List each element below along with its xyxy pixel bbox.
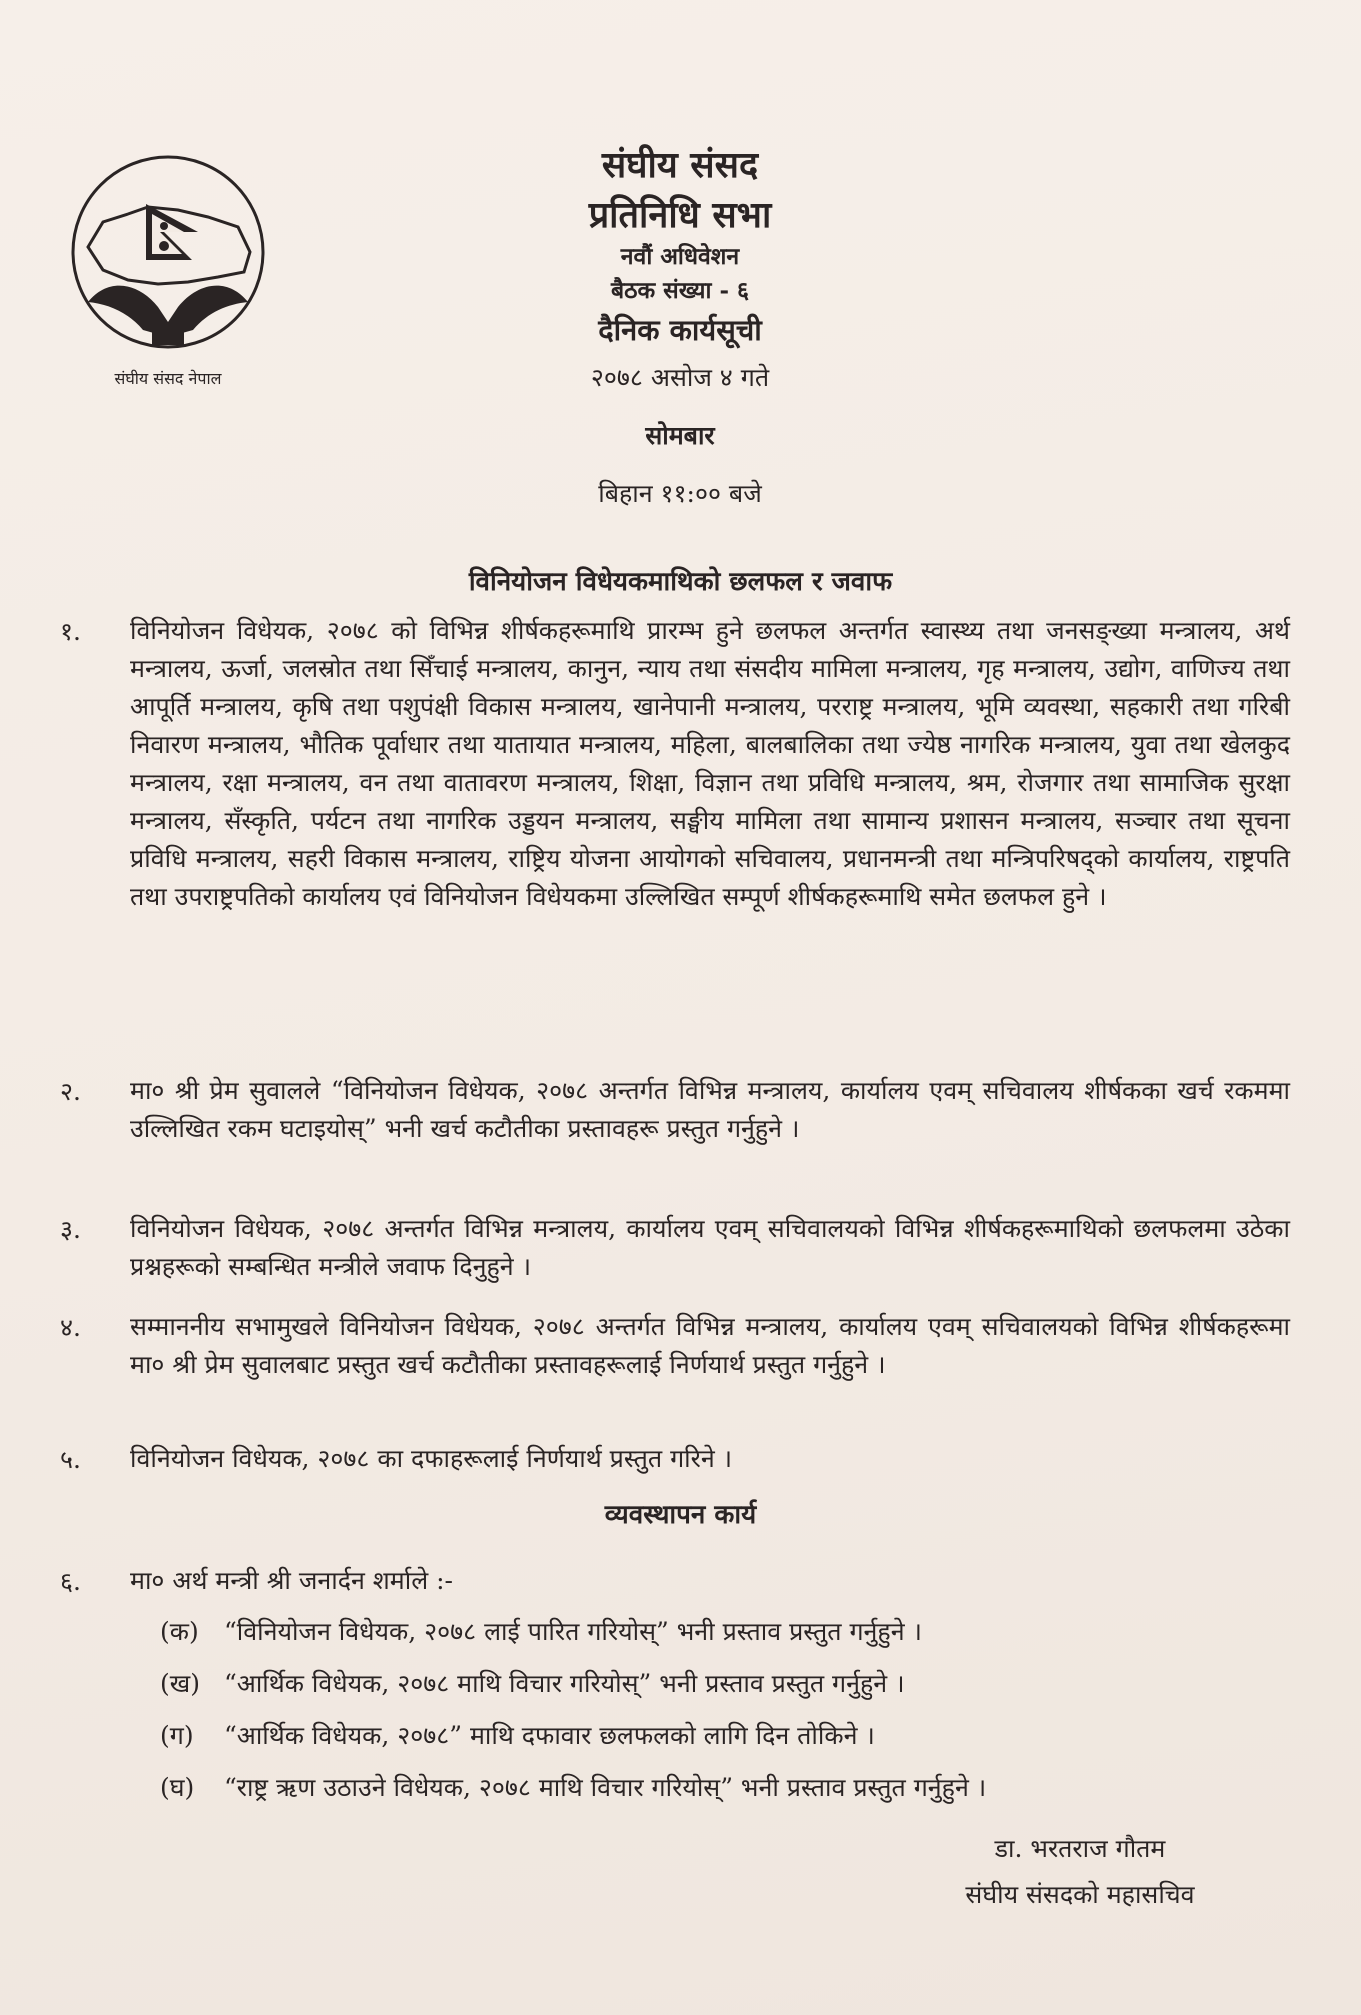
item-number: २. [60, 1077, 81, 1106]
sub-item-kha [160, 1664, 1300, 1704]
item-number: ५. [60, 1445, 81, 1474]
header-day: सोमबार [645, 421, 715, 450]
parliament-emblem [68, 152, 278, 392]
document-header [380, 140, 980, 516]
sub-item-gha [160, 1768, 1300, 1808]
sub-item-label: (ग) [160, 1721, 194, 1750]
signatory-title: संघीय संसदको महासचिव [965, 1880, 1195, 1909]
header-date: २०७८ असोज ४ गते [590, 363, 770, 392]
signatory-name: डा. भरतराज गौतम [994, 1834, 1166, 1863]
sub-item-ga [160, 1716, 1300, 1756]
header-line1: संघीय संसद [601, 144, 759, 186]
header-time: बिहान ११:०० बजे [598, 479, 762, 508]
header-meeting: बैठक संख्या - ६ [611, 277, 749, 304]
header-line2: प्रतिनिधि सभा [588, 194, 772, 236]
sub-item-text: “आर्थिक विधेयक, २०७८ माथि विचार गरियोस्” भनी प्रस्ताव प्रस्तुत गर्नुहुने । [223, 1669, 905, 1698]
item-number: ४. [60, 1313, 81, 1342]
sub-item-label: (घ) [160, 1773, 195, 1802]
item-number: ३. [60, 1215, 81, 1244]
emblem-text: संघीय संसद नेपाल [114, 369, 222, 388]
parliament-emblem-icon [68, 152, 278, 392]
item-text: मा० श्री प्रेम सुवालले “विनियोजन विधेयक, २०७८ अन्तर्गत विभिन्न मन्त्रालय, कार्यालय एवम् सचिवालय शीर्षकका खर्च रकममा उल्लिखित रकम घटाइयोस्” भनी खर्च कटौतीका प्रस्तावहरू प्रस्तुत गर्नुहुने । [130, 1076, 1290, 1143]
header-session: नवौं अधिवेशन [620, 243, 740, 270]
section1-heading: विनियोजन विधेयकमाथिको छलफल र जवाफ [468, 567, 893, 597]
item-text: विनियोजन विधेयक, २०७८ का दफाहरूलाई निर्णयार्थ प्रस्तुत गरिने । [130, 1444, 733, 1473]
section2-heading: व्यवस्थापन कार्य [604, 1500, 757, 1530]
sub-item-text: “विनियोजन विधेयक, २०७८ लाई पारित गरियोस्” भनी प्रस्ताव प्रस्तुत गर्नुहुने । [223, 1617, 923, 1646]
sub-item-text: “राष्ट्र ऋण उठाउने विधेयक, २०७८ माथि विचार गरियोस्” भनी प्रस्ताव प्रस्तुत गर्नुहुने । [223, 1773, 987, 1802]
sub-item-text: “आर्थिक विधेयक, २०७८” माथि दफावार छलफलको लागि दिन तोकिने । [223, 1721, 875, 1750]
item-text: विनियोजन विधेयक, २०७८ अन्तर्गत विभिन्न मन्त्रालय, कार्यालय एवम् सचिवालयको विभिन्न शीर्षकहरूमाथिको छलफलमा उठेका प्रश्नहरूको सम्बन्धित मन्त्रीले जवाफ दिनुहुने । [130, 1214, 1290, 1281]
item-text: विनियोजन विधेयक, २०७८ को विभिन्न शीर्षकहरूमाथि प्रारम्भ हुने छलफल अन्तर्गत स्वास्थ्य तथा जनसङ्ख्या मन्त्रालय, अर्थ मन्त्रालय, ऊर्जा, जलस्रोत तथा सिँचाई मन्त्रालय, कानुन, न्याय तथा संसदीय मामिला मन्त्रालय, गृह मन्त्रालय, उद्योग, वाणिज्य तथा आपूर्ति मन्त्रालय, कृषि तथा पशुपंक्षी विकास मन्त्रालय, खानेपानी मन्त्रालय, परराष्ट्र मन्त्रालय, भूमि व्यवस्था, सहकारी तथा गरिबी निवारण मन्त्रालय, भौतिक पूर्वाधार तथा यातायात मन्त्रालय, महिला, बालबालिका तथा ज्येष्ठ नागरिक मन्त्रालय, युवा तथा खेलकुद मन्त्रालय, रक्षा मन्त्रालय, वन तथा वातावरण मन्त्रालय, शिक्षा, विज्ञान तथा प्रविधि मन्त्रालय, श्रम, रोजगार तथा सामाजिक सुरक्षा मन्त्रालय, सँस्कृति, पर्यटन तथा नागरिक उड्डयन मन्त्रालय, सङ्घीय मामिला तथा सामान्य प्रशासन मन्त्रालय, सञ्चार तथा सूचना प्रविधि मन्त्रालय, सहरी विकास मन्त्रालय, राष्ट्रिय योजना आयोगको सचिवालय, प्रधानमन्त्री तथा मन्त्रिपरिषद्को कार्यालय, राष्ट्रपति तथा उपराष्ट्रपतिको कार्यालय एवं विनियोजन विधेयकमा उल्लिखित सम्पूर्ण शीर्षकहरूमाथि समेत छलफल हुने । [130, 616, 1290, 911]
item-number: १. [60, 617, 81, 646]
sub-item-label: (ख) [160, 1669, 200, 1698]
sub-item-ka [160, 1612, 1300, 1652]
item-number: ६. [60, 1567, 81, 1596]
signature-block [900, 1826, 1260, 1918]
sub-item-label: (क) [160, 1617, 199, 1646]
item-text: सम्माननीय सभामुखले विनियोजन विधेयक, २०७८ अन्तर्गत विभिन्न मन्त्रालय, कार्यालय एवम् सचिवालयको विभिन्न शीर्षकहरूमा मा० श्री प्रेम सुवालबाट प्रस्तुत खर्च कटौतीका प्रस्तावहरूलाई निर्णयार्थ प्रस्तुत गर्नुहुने । [130, 1312, 1290, 1379]
header-agenda: दैनिक कार्यसूची [598, 313, 762, 347]
item-text: मा० अर्थ मन्त्री श्री जनार्दन शर्माले :- [130, 1566, 454, 1595]
